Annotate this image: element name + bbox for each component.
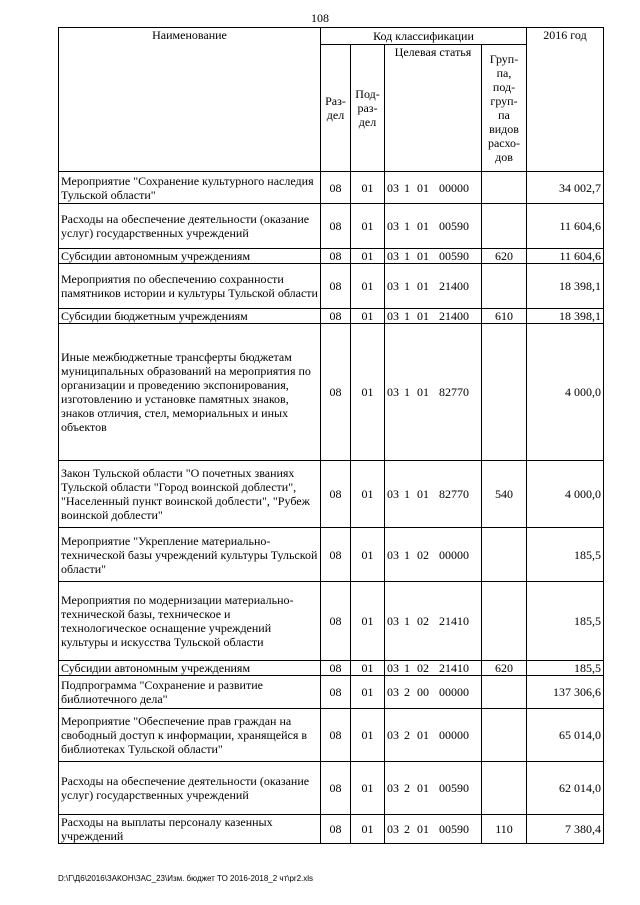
table-row <box>59 709 604 762</box>
row-name: Мероприятие "Сохранение культурного наследия Тульской области" <box>59 172 321 204</box>
header-name: Наименование <box>59 28 321 172</box>
target-subprogram: 2 <box>404 728 410 742</box>
table-row <box>59 762 604 815</box>
row-expense-group <box>482 204 527 249</box>
table-row <box>59 172 604 204</box>
row-amount: 137 306,6 <box>527 676 604 709</box>
table-row <box>59 249 604 264</box>
row-expense-group <box>482 264 527 309</box>
target-program: 03 <box>387 547 399 562</box>
file-path-footer: D:\Г\Д6\2016\ЗАКОН\ЗАС_23\Изм. бюджет ТО 2016-2018_2 чт\pr2.xls <box>58 874 314 883</box>
row-target-article <box>385 762 482 815</box>
row-expense-group <box>482 324 527 461</box>
row-subsection: 01 <box>351 815 385 844</box>
target-program: 03 <box>387 385 399 399</box>
target-direction: 00590 <box>439 249 469 263</box>
target-direction: 00000 <box>439 547 469 562</box>
target-program: 03 <box>387 309 399 323</box>
row-target-article <box>385 249 482 264</box>
row-name: Закон Тульской области "О почетных званиях Тульской области "Город воинской доблести", "Населенный пункт воинской доблести", "Рубеж воинской доблести" <box>59 461 321 528</box>
target-program: 03 <box>387 685 399 699</box>
target-program: 03 <box>387 661 399 675</box>
target-program: 03 <box>387 822 399 836</box>
row-target-article <box>385 528 482 582</box>
target-direction: 00000 <box>439 180 469 195</box>
row-name: Мероприятия по модернизации материально-технической базы, техническое и технологическое оснащение учреждений культуры и искусства Тульской области <box>59 582 321 661</box>
row-name: Субсидии бюджетным учреждениям <box>59 309 321 324</box>
row-subsection: 01 <box>351 582 385 661</box>
row-section: 08 <box>321 172 351 204</box>
row-expense-group <box>482 709 527 762</box>
row-expense-group <box>482 172 527 204</box>
row-section: 08 <box>321 324 351 461</box>
target-direction: 21400 <box>439 279 469 293</box>
row-section: 08 <box>321 309 351 324</box>
target-event: 02 <box>417 614 429 628</box>
target-event: 01 <box>417 822 429 836</box>
row-section: 08 <box>321 249 351 264</box>
target-subprogram: 2 <box>404 822 410 836</box>
target-direction: 00000 <box>439 728 469 742</box>
target-subprogram: 1 <box>404 614 410 628</box>
target-direction: 00000 <box>439 685 469 699</box>
target-direction: 21400 <box>439 309 469 323</box>
row-target-article <box>385 309 482 324</box>
target-event: 01 <box>417 781 429 795</box>
table-row <box>59 676 604 709</box>
row-target-article <box>385 204 482 249</box>
target-event: 01 <box>417 279 429 293</box>
target-program: 03 <box>387 487 399 501</box>
row-target-article <box>385 661 482 676</box>
row-target-article <box>385 709 482 762</box>
table-row <box>59 204 604 249</box>
row-amount: 185,5 <box>527 661 604 676</box>
row-name: Расходы на обеспечение деятельности (оказание услуг) государственных учреждений <box>59 204 321 249</box>
target-subprogram: 1 <box>404 547 410 562</box>
table-row <box>59 309 604 324</box>
target-subprogram: 2 <box>404 685 410 699</box>
row-section: 08 <box>321 582 351 661</box>
target-subprogram: 1 <box>404 309 410 323</box>
row-section: 08 <box>321 264 351 309</box>
row-subsection: 01 <box>351 661 385 676</box>
row-subsection: 01 <box>351 172 385 204</box>
row-subsection: 01 <box>351 324 385 461</box>
row-amount: 18 398,1 <box>527 264 604 309</box>
table-row <box>59 264 604 309</box>
target-subprogram: 2 <box>404 781 410 795</box>
row-section: 08 <box>321 661 351 676</box>
target-event: 02 <box>417 547 429 562</box>
row-section: 08 <box>321 528 351 582</box>
table-row <box>59 582 604 661</box>
row-expense-group <box>482 762 527 815</box>
row-amount: 62 014,0 <box>527 762 604 815</box>
target-subprogram: 1 <box>404 487 410 501</box>
row-section: 08 <box>321 676 351 709</box>
table-row <box>59 324 604 461</box>
target-event: 01 <box>417 249 429 263</box>
target-subprogram: 1 <box>404 279 410 293</box>
row-target-article <box>385 172 482 204</box>
target-program: 03 <box>387 781 399 795</box>
table-row <box>59 815 604 844</box>
target-direction: 00590 <box>439 822 469 836</box>
target-event: 01 <box>417 309 429 323</box>
row-amount: 4 000,0 <box>527 461 604 528</box>
row-target-article <box>385 461 482 528</box>
target-program: 03 <box>387 249 399 263</box>
row-section: 08 <box>321 709 351 762</box>
row-expense-group <box>482 582 527 661</box>
row-subsection: 01 <box>351 762 385 815</box>
target-subprogram: 1 <box>404 180 410 195</box>
row-target-article <box>385 815 482 844</box>
row-target-article <box>385 676 482 709</box>
row-amount: 65 014,0 <box>527 709 604 762</box>
header-expense-group: Груп- па, под- груп- па видов расхо- дов <box>482 45 527 172</box>
target-event: 01 <box>417 728 429 742</box>
header-classification-code: Код классификации <box>321 28 527 45</box>
row-subsection: 01 <box>351 249 385 264</box>
row-name: Иные межбюджетные трансферты бюджетам муниципальных образований на мероприятия по организации и проведению экспонирования, изготовлению и установке памятных знаков, знаков отличия, стел, мемориальных и иных объектов <box>59 324 321 461</box>
row-name: Мероприятие "Обеспечение прав граждан на свободный доступ к информации, хранящейся в библиотеках Тульской области" <box>59 709 321 762</box>
target-program: 03 <box>387 180 399 195</box>
row-name: Расходы на обеспечение деятельности (оказание услуг) государственных учреждений <box>59 762 321 815</box>
table-row <box>59 461 604 528</box>
target-direction: 00590 <box>439 219 469 233</box>
target-event: 00 <box>417 685 429 699</box>
budget-rows <box>59 172 604 844</box>
row-target-article <box>385 582 482 661</box>
row-amount: 11 604,6 <box>527 249 604 264</box>
header-target-article: Целевая статья <box>385 45 482 172</box>
row-expense-group: 610 <box>482 309 527 324</box>
target-program: 03 <box>387 614 399 628</box>
row-subsection: 01 <box>351 309 385 324</box>
row-subsection: 01 <box>351 461 385 528</box>
row-name: Мероприятие "Укрепление материально-технической базы учреждений культуры Тульской области" <box>59 528 321 582</box>
target-event: 01 <box>417 180 429 195</box>
target-subprogram: 1 <box>404 661 410 675</box>
row-section: 08 <box>321 204 351 249</box>
row-expense-group <box>482 528 527 582</box>
row-amount: 18 398,1 <box>527 309 604 324</box>
target-direction: 21410 <box>439 661 469 675</box>
row-subsection: 01 <box>351 528 385 582</box>
target-event: 01 <box>417 487 429 501</box>
row-name: Субсидии автономным учреждениям <box>59 249 321 264</box>
budget-table <box>58 27 604 844</box>
row-section: 08 <box>321 461 351 528</box>
row-subsection: 01 <box>351 676 385 709</box>
row-expense-group: 540 <box>482 461 527 528</box>
target-direction: 21410 <box>439 614 469 628</box>
row-name: Субсидии автономным учреждениям <box>59 661 321 676</box>
target-event: 01 <box>417 219 429 233</box>
target-direction: 00590 <box>439 781 469 795</box>
target-event: 02 <box>417 661 429 675</box>
target-program: 03 <box>387 728 399 742</box>
target-program: 03 <box>387 279 399 293</box>
target-subprogram: 1 <box>404 249 410 263</box>
target-direction: 82770 <box>439 385 469 399</box>
row-name: Подпрограмма "Сохранение и развитие библиотечного дела" <box>59 676 321 709</box>
row-amount: 7 380,4 <box>527 815 604 844</box>
row-expense-group: 110 <box>482 815 527 844</box>
table-row <box>59 661 604 676</box>
row-amount: 34 002,7 <box>527 172 604 204</box>
header-section: Раз- дел <box>321 45 351 172</box>
row-subsection: 01 <box>351 709 385 762</box>
target-program: 03 <box>387 219 399 233</box>
row-expense-group: 620 <box>482 661 527 676</box>
row-section: 08 <box>321 815 351 844</box>
row-target-article <box>385 264 482 309</box>
row-name: Расходы на выплаты персоналу казенных учреждений <box>59 815 321 844</box>
target-subprogram: 1 <box>404 385 410 399</box>
page-number: 108 <box>311 11 329 25</box>
target-event: 01 <box>417 385 429 399</box>
row-section: 08 <box>321 762 351 815</box>
row-expense-group: 620 <box>482 249 527 264</box>
row-expense-group <box>482 676 527 709</box>
header-subsection: Под- раз- дел <box>351 45 385 172</box>
row-subsection: 01 <box>351 204 385 249</box>
row-amount: 185,5 <box>527 582 604 661</box>
target-direction: 82770 <box>439 487 469 501</box>
row-target-article <box>385 324 482 461</box>
header-year: 2016 год <box>527 28 604 172</box>
row-subsection: 01 <box>351 264 385 309</box>
target-subprogram: 1 <box>404 219 410 233</box>
row-name: Мероприятия по обеспечению сохранности памятников истории и культуры Тульской области <box>59 264 321 309</box>
row-amount: 185,5 <box>527 528 604 582</box>
table-row <box>59 528 604 582</box>
row-amount: 4 000,0 <box>527 324 604 461</box>
row-amount: 11 604,6 <box>527 204 604 249</box>
